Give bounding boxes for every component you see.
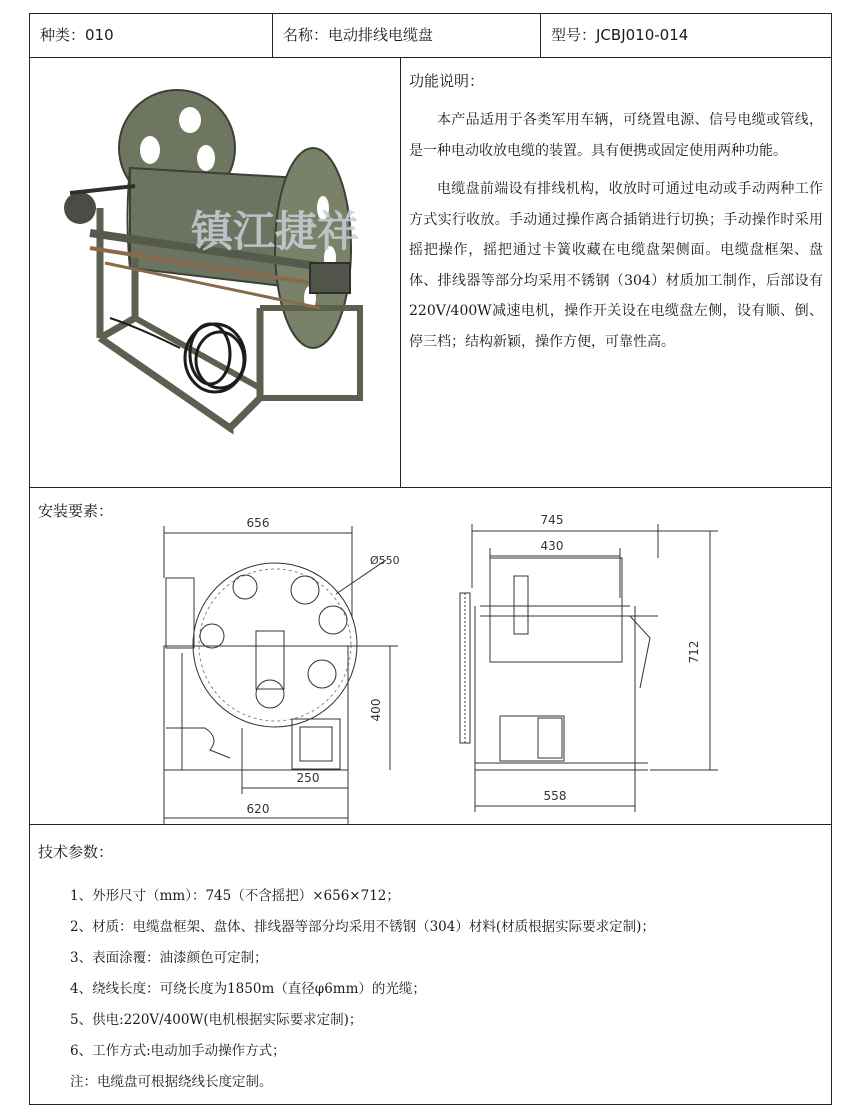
header-row [30, 14, 831, 58]
dim-front-diameter: Ø550 [370, 554, 400, 567]
spec-item-material: 2、材质：电缆盘框架、盘体、排线器等部分均采用不锈钢（304）材料(材质根据实际要求定制)； [70, 919, 655, 935]
specs-title: 技术参数： [38, 843, 114, 861]
spec-item-power: 5、供电:220V/400W(电机根据实际要求定制)； [70, 1012, 363, 1028]
spec-item-cable-length: 4、绕线长度：可绕长度为1850m（直径φ6mm）的光缆； [70, 981, 426, 997]
specs-row [30, 825, 831, 1104]
spec-note: 注：电缆盘可根据绕线长度定制。 [70, 1074, 273, 1090]
model-cell: 型号：JCBJ010-014 [551, 26, 689, 44]
dim-front-height: 400 [369, 698, 383, 722]
spec-item-dimensions: 1、外形尺寸（mm）：745（不含摇把）×656×712； [70, 888, 400, 904]
spec-item-coating: 3、表面涂覆：油漆颜色可定制； [70, 950, 268, 966]
specs-list [70, 881, 655, 1098]
function-paragraph-1: 本产品适用于各类军用车辆，可绕置电源、信号电缆或管线，是一种电动收放电缆的装置。具有便携或固定使用两种功能。 [409, 112, 823, 159]
function-title: 功能说明： [409, 72, 485, 90]
function-description [401, 58, 831, 487]
dim-front-inner: 250 [296, 771, 320, 785]
installation-title: 安装要素： [38, 502, 114, 520]
watermark-text: 镇江捷祥 [190, 207, 360, 256]
cable-reel-illustration [30, 58, 400, 487]
spec-item-operation: 6、工作方式:电动加手动操作方式； [70, 1043, 286, 1059]
dim-front-width: 656 [246, 516, 270, 530]
dim-side-base: 558 [543, 789, 567, 803]
side-view [460, 513, 718, 812]
installation-row [30, 488, 831, 825]
front-view [164, 516, 400, 824]
installation-drawing [30, 488, 831, 824]
dim-side-drum: 430 [540, 539, 564, 553]
product-row [30, 58, 831, 488]
dim-side-overall: 745 [540, 513, 564, 527]
function-paragraph-2: 电缆盘前端设有排线机构，收放时可通过电动或手动两种工作方式实行收放。手动通过操作离合插销进行切换；手动操作时采用摇把操作，摇把通过卡簧收藏在电缆盘架侧面。电缆盘框架、盘体、排线器等部分均采用不锈钢（304）材质加工制作，后部设有220V/400W减速电机，操作开关设在电缆盘左侧，设有顺、倒、停三档；结构新颖，操作方便，可靠性高。 [409, 181, 823, 350]
product-name-cell: 名称：电动排线电缆盘 [273, 14, 541, 57]
spec-sheet [29, 13, 832, 1105]
product-photo [30, 58, 401, 487]
category-cell: 种类：010 [30, 14, 273, 57]
dim-front-base: 620 [246, 802, 270, 816]
dim-side-height: 712 [687, 640, 701, 664]
